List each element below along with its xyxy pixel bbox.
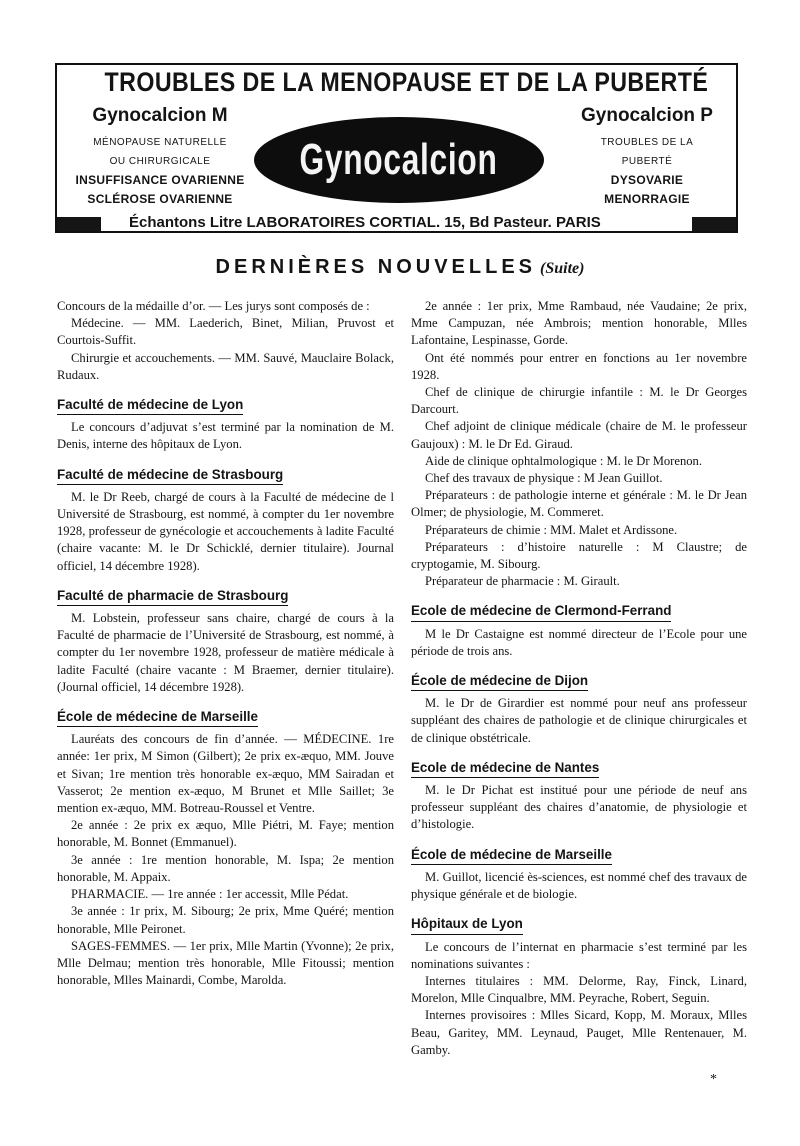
- paragraph: M. Guillot, licencié ès-sciences, est nommé chef des travaux de physique générale et de biologie.: [411, 869, 747, 902]
- section-heading-wrap: [411, 903, 747, 938]
- page-heading-title: DERNIÈRES NOUVELLES: [215, 256, 537, 278]
- paragraph: M. le Dr Pichat est institué pour une période de neuf ans professeur suppléant des chaires d’anatomie, de physiologie et d’histologie.: [411, 783, 747, 832]
- right-column: [411, 298, 747, 1059]
- section-heading: École de médecine de Marseille: [411, 846, 612, 865]
- paragraph: Aide de clinique ophtalmologique : M. le Dr Morenon.: [425, 453, 703, 468]
- section-heading-wrap: [57, 696, 394, 731]
- section-heading-wrap: [411, 834, 747, 869]
- paragraph: M le Dr Castaigne est nommé directeur de l’Ecole pour une période de trois ans.: [411, 626, 747, 658]
- end-mark: *: [710, 1072, 717, 1087]
- paragraph: 2e année : 1er prix, Mme Rambaud, née Vaudaine; 2e prix, Mme Campuzan, née Ambrois; mention honorable, Mlles Lafontaine, Lespinasse, Gorde.: [411, 299, 747, 348]
- section-heading: Faculté de médecine de Lyon: [57, 396, 243, 415]
- brand-logo-text: Gynocalcion: [299, 135, 499, 184]
- ad-footer-bar: [57, 214, 736, 233]
- paragraph: 2e année : 2e prix ex æquo, Mlle Piétri, M. Faye; mention honorable, M. Bonnet (Emmanuel).: [57, 818, 394, 850]
- paragraph: Le concours de l’internat en pharmacie s’est terminé par les nominations suivantes :: [411, 939, 747, 971]
- section-heading-wrap: [57, 384, 394, 419]
- ad-right-indication: MENORRAGIE: [604, 192, 690, 206]
- paragraph: PHARMACIE. — 1re année : 1er accessit, Mlle Pédat.: [71, 887, 349, 902]
- advertisement-box: [55, 63, 738, 233]
- paragraph: Internes provisoires : Mlles Sicard, Kopp, M. Moraux, Mlles Beau, Garitey, MM. Leynaud, Pauget, Mlle Rentenauer, M. Gamby.: [411, 1008, 747, 1057]
- paragraph: Chef des travaux de physique : M Jean Guillot.: [425, 471, 663, 486]
- section-heading: Hôpitaux de Lyon: [411, 915, 523, 934]
- section-heading-wrap: [411, 747, 747, 782]
- ad-right-line: TROUBLES DE LA: [600, 137, 694, 148]
- paragraph: M. Lobstein, professeur sans chaire, chargé de cours à la Faculté de pharmacie de l’Université de Strasbourg, est nommé, à compter du 1er novembre 1928, professeur de matière médicale à ladite Faculté (chaire vacante : M Braemer, dernier titulaire). (Journal officiel, 14 décembre 1928).: [57, 611, 394, 694]
- ad-footer-block-left: [57, 217, 101, 231]
- ad-footer-text: Échantons Litre LABORATOIRES CORTIAL. 15, Bd Pasteur. PARIS: [129, 214, 601, 231]
- section-heading-wrap: [411, 660, 747, 695]
- paragraph: Chef de clinique de chirurgie infantile : M. le Dr Georges Darcourt.: [411, 385, 747, 417]
- section-heading: École de médecine de Marseille: [57, 708, 258, 727]
- section-heading: École de médecine de Dijon: [411, 672, 588, 691]
- ad-left-column: [71, 105, 249, 209]
- ad-title: TROUBLES DE LA MENOPAUSE ET DE LA PUBERTÉ: [104, 67, 709, 97]
- left-column: [57, 298, 394, 989]
- paragraph: Préparateurs : d’histoire naturelle : M Claustre; de cryptogamie, M. Sibourg.: [411, 539, 747, 572]
- paragraph: 3e année : 1re mention honorable, M. Ispa; 2e mention honorable, M. Appaix.: [57, 852, 394, 884]
- ad-left-line: MÉNOPAUSE NATURELLE: [93, 137, 227, 148]
- paragraph: Internes titulaires : MM. Delorme, Ray, Finck, Linard, Morelon, Mlle Cinqualbre, MM. Peyrache, Robert, Seguin.: [411, 973, 747, 1006]
- ad-left-indication: SCLÉROSE OVARIENNE: [87, 192, 233, 206]
- ad-right-column: [572, 105, 722, 209]
- ad-left-indication: INSUFFISANCE OVARIENNE: [75, 173, 245, 187]
- page-heading: [0, 256, 800, 279]
- page-heading-suffix: (Suite): [540, 260, 585, 277]
- ad-left-product: Gynocalcion M: [92, 105, 228, 126]
- paragraph: Préparateur de pharmacie : M. Girault.: [425, 574, 620, 589]
- paragraph: M. le Dr Reeb, chargé de cours à la Faculté de médecine de l Université de Strasbourg, est nommé, à compter du 1er novembre 1928, professeur de gynécologie et accouchements à ladite Faculté (chaire vacante: M. le Dr Schicklé, dernier titulaire). Journal officiel, 14 décembre 1928).: [57, 489, 394, 573]
- paragraph: M. le Dr de Girardier est nommé pour neuf ans professeur suppléant des chaires de pathologie et de clinique chirurgicales et de clinique obstétricale.: [411, 696, 747, 745]
- ad-right-line: PUBERTÉ: [621, 156, 673, 167]
- paragraph: 3e année : 1r prix, M. Sibourg; 2e prix, Mme Quéré; mention honorable, Mlle Peironet.: [57, 904, 394, 936]
- paragraph: Chirurgie et accouchements. — MM. Sauvé, Mauclaire Bolack, Rudaux.: [57, 350, 394, 382]
- paragraph: Lauréats des concours de fin d’année. — MÉDECINE. 1re année: 1er prix, M Simon (Gilbert); 2e prix ex-æquo, MM. Jouve et Sivan; 1re mention très honorable ex-æquo, MM Sairadan et Vasserot; 2e mention ex-æquo, M Brunet et Mlle Saillet; 3e mention ex-æquo, MM. Botreau-Roussel et Ventre.: [57, 732, 394, 816]
- ad-footer-block-right: [692, 217, 736, 231]
- paragraph: SAGES-FEMMES. — 1er prix, Mlle Martin (Yvonne); 2e prix, Mlle Delmau; mention très honorable, Mlle Fitoussi; mention honorable, Mlles Mainardi, Combe, Marolda.: [57, 938, 394, 988]
- section-heading: Ecole de médecine de Nantes: [411, 759, 599, 778]
- section-heading-wrap: [411, 590, 747, 625]
- paragraph: Le concours d’adjuvat s’est terminé par la nomination de M. Denis, interne des hôpitaux de Lyon.: [57, 420, 394, 452]
- ad-right-product: Gynocalcion P: [581, 105, 713, 126]
- paragraph: Médecine. — MM. Laederich, Binet, Milian, Pruvost et Courtois-Suffit.: [57, 316, 394, 348]
- section-heading-wrap: [57, 575, 394, 610]
- section-heading: Faculté de pharmacie de Strasbourg: [57, 587, 288, 606]
- ad-left-line: OU CHIRURGICALE: [109, 156, 211, 167]
- section-heading: Ecole de médecine de Clermond-Ferrand: [411, 602, 671, 621]
- paragraph: Ont été nommés pour entrer en fonctions au 1er novembre 1928.: [411, 350, 747, 382]
- brand-logo-oval: [254, 117, 544, 203]
- section-heading: Faculté de médecine de Strasbourg: [57, 466, 283, 485]
- paragraph: Concours de la médaille d’or. — Les jurys sont composés de :: [57, 299, 370, 313]
- section-heading-wrap: [57, 454, 394, 489]
- ad-right-indication: DYSOVARIE: [610, 173, 684, 187]
- paragraph: Chef adjoint de clinique médicale (chaire de M. le professeur Gaujoux) : M. le Dr Ed. Giraud.: [411, 419, 747, 451]
- paragraph: Préparateurs de chimie : MM. Malet et Ardissone.: [425, 522, 678, 537]
- paragraph: Préparateurs : de pathologie interne et générale : M. le Dr Jean Olmer; de physiologie, M. Commeret.: [411, 488, 747, 520]
